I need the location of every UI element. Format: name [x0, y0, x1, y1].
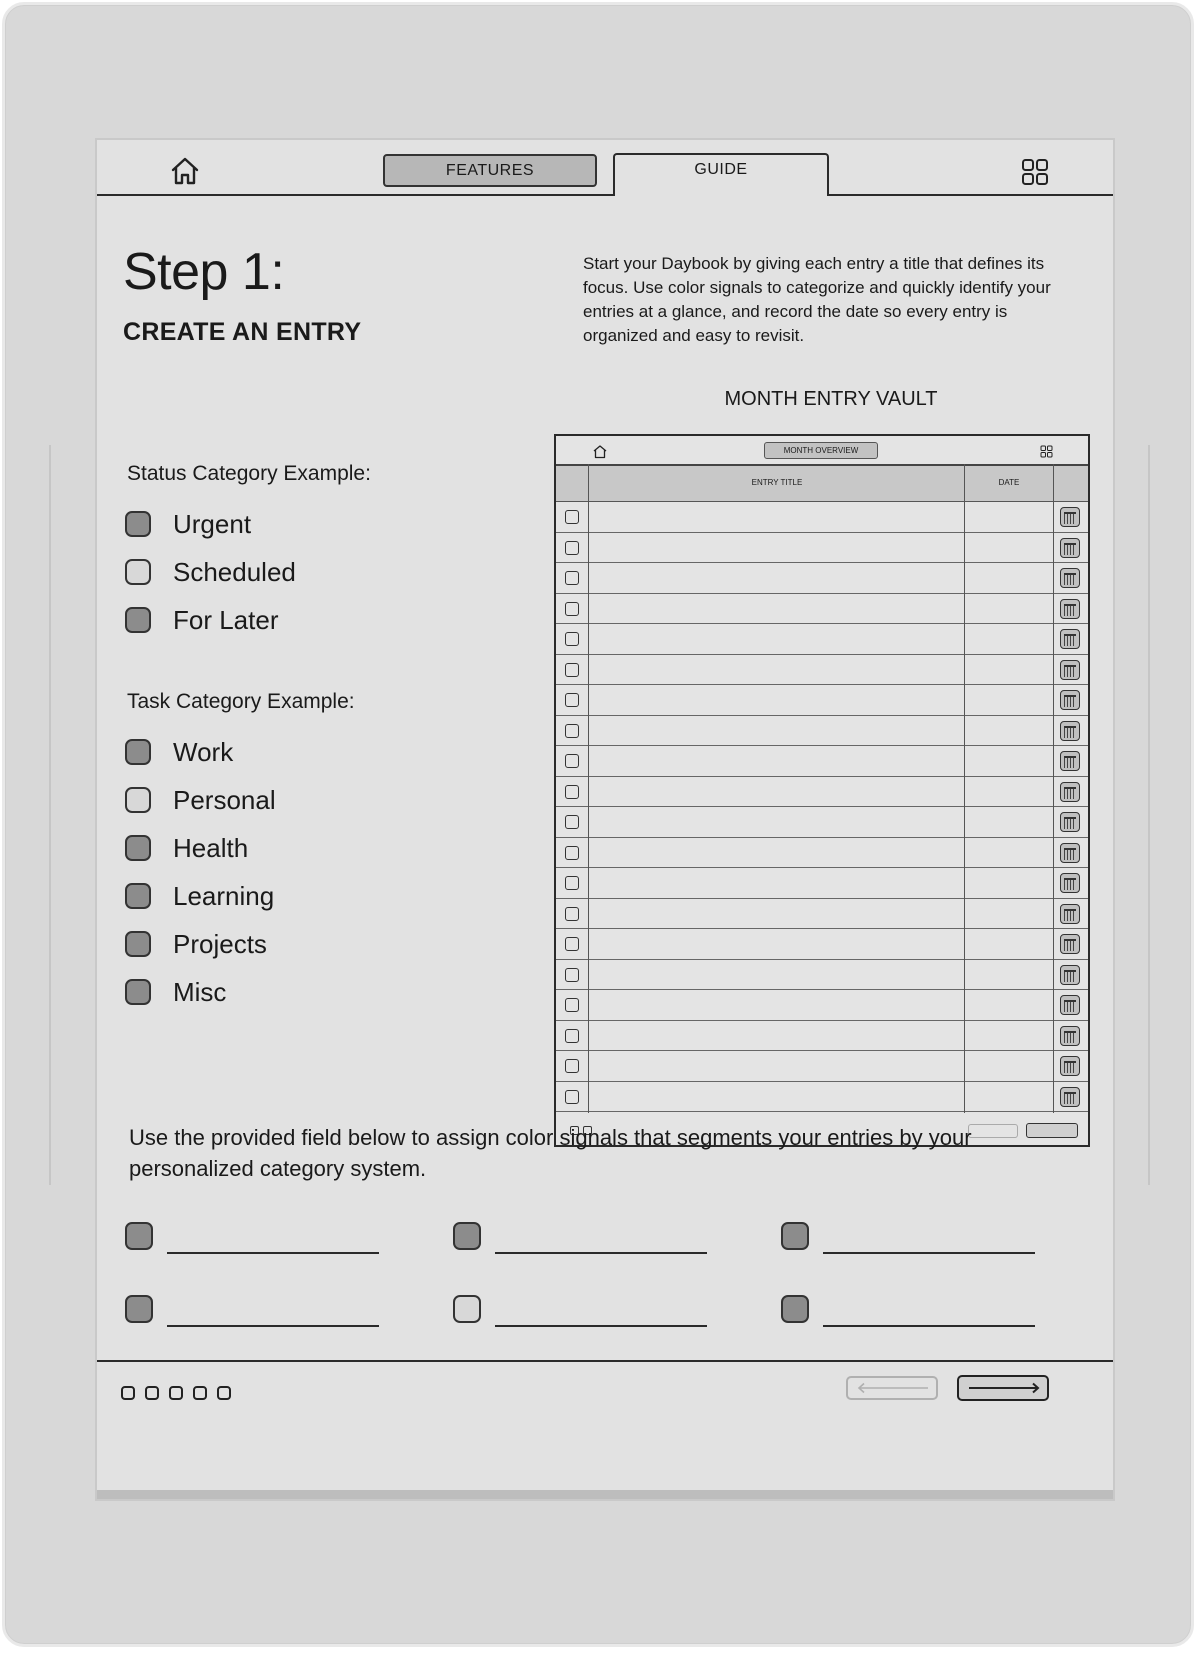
calendar-icon — [1060, 538, 1080, 558]
custom-category-field — [781, 1222, 1039, 1254]
vault-next-button — [1026, 1123, 1078, 1138]
category-label: Learning — [173, 880, 275, 911]
category-label: Personal — [173, 784, 276, 815]
intro-text: Start your Daybook by giving each entry a title that defines its focus. Use color signals to categorize and quickly identify your entries at a glance, and record the date so every entry is organized and easy to revisit. — [583, 254, 1051, 345]
color-swatch[interactable] — [125, 607, 151, 633]
calendar-icon — [1060, 568, 1080, 588]
previous-page-button[interactable] — [846, 1376, 938, 1400]
top-navigation-bar — [97, 140, 1113, 196]
vault-title: MONTH ENTRY VAULT — [724, 388, 938, 410]
row-checkbox — [565, 632, 579, 646]
table-row — [556, 746, 1088, 777]
category-name-line[interactable] — [823, 1325, 1035, 1327]
arrow-left-icon — [856, 1382, 930, 1394]
category-item — [125, 728, 276, 776]
calendar-icon — [1060, 751, 1080, 771]
table-row — [556, 685, 1088, 716]
color-swatch[interactable] — [781, 1222, 809, 1250]
task-category-heading: Task Category Example: — [127, 690, 355, 713]
custom-category-field — [125, 1222, 383, 1254]
table-row — [556, 777, 1088, 808]
page-indicator-dot[interactable] — [193, 1386, 207, 1400]
next-page-button[interactable] — [957, 1375, 1049, 1401]
grid-apps-icon[interactable] — [1021, 158, 1049, 186]
bezel-left-accent — [49, 445, 51, 1185]
color-swatch[interactable] — [125, 787, 151, 813]
calendar-icon — [1060, 843, 1080, 863]
vault-column-divider — [964, 464, 965, 1113]
row-checkbox — [565, 998, 579, 1012]
row-checkbox — [565, 1029, 579, 1043]
vault-top-bar — [556, 436, 1088, 466]
category-name-line[interactable] — [495, 1325, 707, 1327]
device-screen — [95, 138, 1115, 1501]
tab-features[interactable]: FEATURES — [383, 154, 597, 187]
step-subtitle: CREATE AN ENTRY — [123, 318, 362, 346]
category-label: For Later — [173, 604, 279, 635]
table-row — [556, 716, 1088, 747]
row-checkbox — [565, 1090, 579, 1104]
vault-column-divider — [588, 464, 589, 1113]
row-checkbox — [565, 1059, 579, 1073]
category-name-line[interactable] — [167, 1252, 379, 1254]
vault-column-divider — [1053, 464, 1054, 1113]
row-checkbox — [565, 663, 579, 677]
calendar-icon — [1060, 721, 1080, 741]
page-indicator-dot[interactable] — [169, 1386, 183, 1400]
custom-category-field — [125, 1295, 383, 1327]
calendar-icon — [1060, 873, 1080, 893]
color-swatch[interactable] — [125, 931, 151, 957]
category-item — [125, 824, 276, 872]
table-row — [556, 960, 1088, 991]
calendar-icon — [1060, 965, 1080, 985]
color-swatch[interactable] — [453, 1222, 481, 1250]
row-checkbox — [565, 907, 579, 921]
page-indicator-dot[interactable] — [145, 1386, 159, 1400]
row-checkbox — [565, 602, 579, 616]
calendar-icon — [1060, 1087, 1080, 1107]
vault-tab-month-overview: MONTH OVERVIEW — [764, 442, 878, 459]
bottom-navigation-bar — [97, 1360, 1113, 1424]
table-row — [556, 990, 1088, 1021]
table-row — [556, 868, 1088, 899]
row-checkbox — [565, 785, 579, 799]
color-swatch[interactable] — [125, 559, 151, 585]
color-swatch[interactable] — [453, 1295, 481, 1323]
row-checkbox — [565, 846, 579, 860]
calendar-icon — [1060, 507, 1080, 527]
page-indicator-dot[interactable] — [121, 1386, 135, 1400]
table-row — [556, 807, 1088, 838]
category-item — [125, 872, 276, 920]
row-checkbox — [565, 571, 579, 585]
vault-home-icon — [592, 444, 608, 459]
table-row — [556, 899, 1088, 930]
row-checkbox — [565, 693, 579, 707]
calendar-icon — [1060, 995, 1080, 1015]
row-checkbox — [565, 724, 579, 738]
calendar-icon — [1060, 904, 1080, 924]
calendar-icon — [1060, 812, 1080, 832]
table-row — [556, 655, 1088, 686]
table-row — [556, 594, 1088, 625]
status-category-heading: Status Category Example: — [127, 462, 371, 485]
table-row — [556, 502, 1088, 533]
row-checkbox — [565, 510, 579, 524]
category-label: Health — [173, 832, 249, 863]
row-checkbox — [565, 937, 579, 951]
row-checkbox — [565, 815, 579, 829]
calendar-icon — [1060, 934, 1080, 954]
vault-grid-icon — [1040, 445, 1053, 458]
table-row — [556, 533, 1088, 564]
table-row — [556, 563, 1088, 594]
tablet-device — [2, 2, 1194, 1647]
row-checkbox — [565, 968, 579, 982]
calendar-icon — [1060, 782, 1080, 802]
category-item — [125, 776, 276, 824]
color-swatch[interactable] — [125, 511, 151, 537]
calendar-icon — [1060, 660, 1080, 680]
custom-category-field — [781, 1295, 1039, 1327]
status-category-list — [125, 500, 296, 644]
table-row — [556, 929, 1088, 960]
table-row — [556, 1082, 1088, 1113]
category-label: Work — [173, 736, 234, 767]
category-name-line[interactable] — [823, 1252, 1035, 1254]
color-swatch[interactable] — [125, 835, 151, 861]
category-item — [125, 596, 296, 644]
column-header-date: DATE — [998, 478, 1020, 487]
table-row — [556, 624, 1088, 655]
calendar-icon — [1060, 690, 1080, 710]
month-entry-vault-preview — [554, 434, 1090, 1147]
screen-bottom-edge — [97, 1490, 1113, 1499]
arrow-right-icon — [967, 1381, 1041, 1395]
page-indicator-dot[interactable] — [217, 1386, 231, 1400]
calendar-icon — [1060, 629, 1080, 649]
color-swatch[interactable] — [125, 979, 151, 1005]
step-title: Step 1: — [123, 243, 285, 301]
bezel-right-accent — [1148, 445, 1150, 1185]
color-swatch[interactable] — [125, 1222, 153, 1250]
color-swatch[interactable] — [781, 1295, 809, 1323]
table-row — [556, 1051, 1088, 1082]
calendar-icon — [1060, 1026, 1080, 1046]
category-name-line[interactable] — [167, 1325, 379, 1327]
table-row — [556, 838, 1088, 869]
category-label: Scheduled — [173, 556, 296, 587]
custom-category-field — [453, 1222, 711, 1254]
color-swatch[interactable] — [125, 883, 151, 909]
tab-guide[interactable]: GUIDE — [613, 153, 829, 196]
category-label: Projects — [173, 928, 267, 959]
calendar-icon — [1060, 1056, 1080, 1076]
category-item — [125, 548, 296, 596]
custom-category-field — [453, 1295, 711, 1327]
row-checkbox — [565, 876, 579, 890]
column-header-entry-title: ENTRY TITLE — [751, 478, 803, 487]
home-icon[interactable] — [169, 156, 201, 186]
vault-table-header — [556, 466, 1088, 502]
table-row — [556, 1021, 1088, 1052]
calendar-icon — [1060, 599, 1080, 619]
color-swatch[interactable] — [125, 739, 151, 765]
category-label: Urgent — [173, 508, 252, 539]
row-checkbox — [565, 541, 579, 555]
category-item — [125, 968, 276, 1016]
category-item — [125, 920, 276, 968]
vault-table-rows — [556, 502, 1088, 1112]
color-swatch[interactable] — [125, 1295, 153, 1323]
category-item — [125, 500, 296, 548]
row-checkbox — [565, 754, 579, 768]
assign-instructions: Use the provided field below to assign color signals that segments your entries by your personalized category system. — [129, 1125, 972, 1181]
task-category-list — [125, 728, 276, 1016]
category-name-line[interactable] — [495, 1252, 707, 1254]
category-label: Misc — [173, 976, 227, 1007]
